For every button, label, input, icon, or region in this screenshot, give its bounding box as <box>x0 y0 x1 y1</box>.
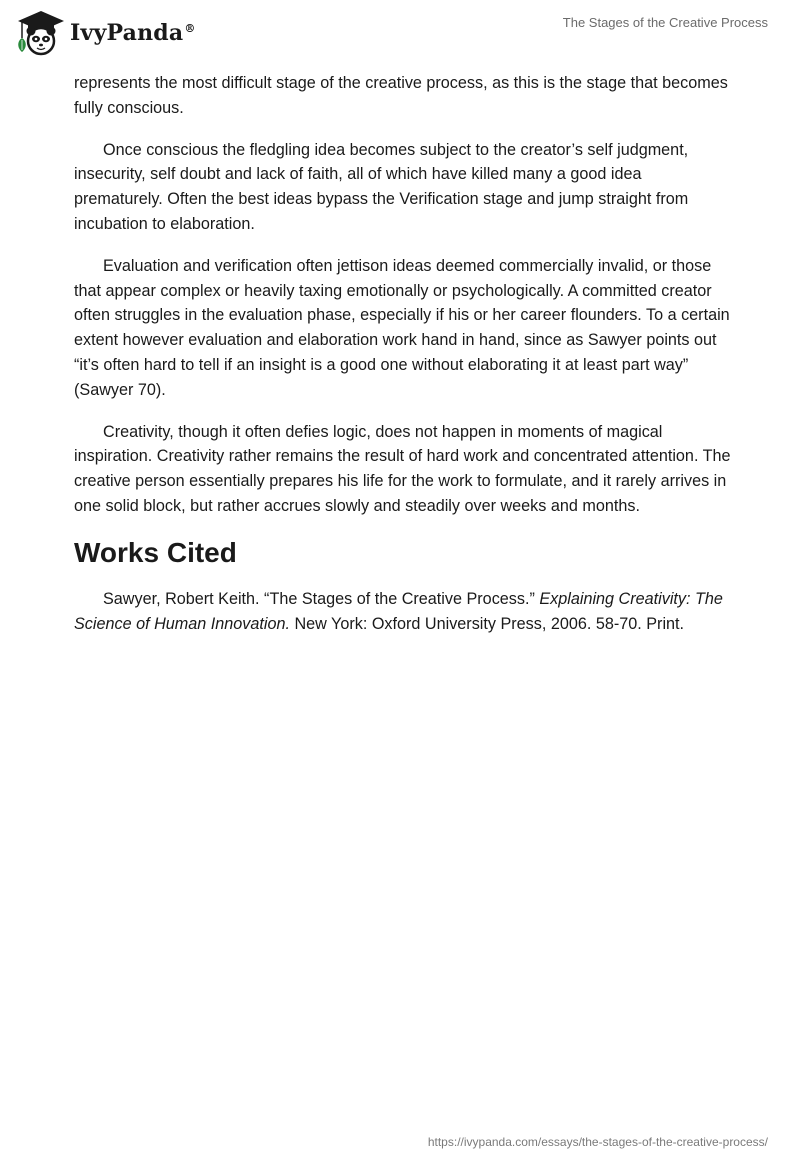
source-url[interactable]: https://ivypanda.com/essays/the-stages-of-the-creative-process/ <box>427 1135 768 1149</box>
registered-mark: ® <box>184 21 196 35</box>
brand-label: IvyPanda <box>70 20 184 46</box>
paragraph: Once conscious the fledgling idea becomes subject to the creator’s self judgment, insecurity, self doubt and lack of faith, all of which have killed many a good idea prematurely. Often the best ideas bypass the Verification stage and jump straight from incubation to elaboration. <box>74 140 689 233</box>
ivypanda-logo[interactable] <box>14 8 196 56</box>
citation-entry <box>74 587 734 637</box>
document-title: The Stages of the Creative Process <box>562 15 768 30</box>
paragraph: Creativity, though it often defies logic, does not happen in moments of magical inspiration. Creativity rather remains the result of hard work and concentrated attention. The creative person essentially prepares his life for the work to formulate, and it rarely arrives in one solid block, but rather accrues slowly and steadily over weeks and months. <box>74 422 731 515</box>
brand-name <box>70 20 196 46</box>
panda-graduation-cap-icon <box>14 8 66 56</box>
citation-suffix: New York: Oxford University Press, 2006. 58-70. Print. <box>289 614 685 633</box>
citation-prefix: Sawyer, Robert Keith. “The Stages of the Creative Process.” <box>103 589 540 608</box>
essay-content <box>74 71 734 653</box>
citation-book-title: Explaining Creativity: The Science of Human Innovation. <box>74 589 723 633</box>
page-header <box>0 0 800 64</box>
paragraph-continuation: represents the most difficult stage of the creative process, as this is the stage that becomes fully conscious. <box>74 74 728 117</box>
works-cited-heading: Works Cited <box>74 536 237 568</box>
paragraph: Evaluation and verification often jettison ideas deemed commercially invalid, or those that appear complex or heavily taxing emotionally or psychologically. A committed creator often struggles in the evaluation phase, especially if his or her career flounders. To a certain extent however evaluation and elaboration work hand in hand, since as Sawyer points out “it’s often hard to tell if an insight is a good one without elaborating it at least part way” (Sawyer 70). <box>74 256 730 399</box>
